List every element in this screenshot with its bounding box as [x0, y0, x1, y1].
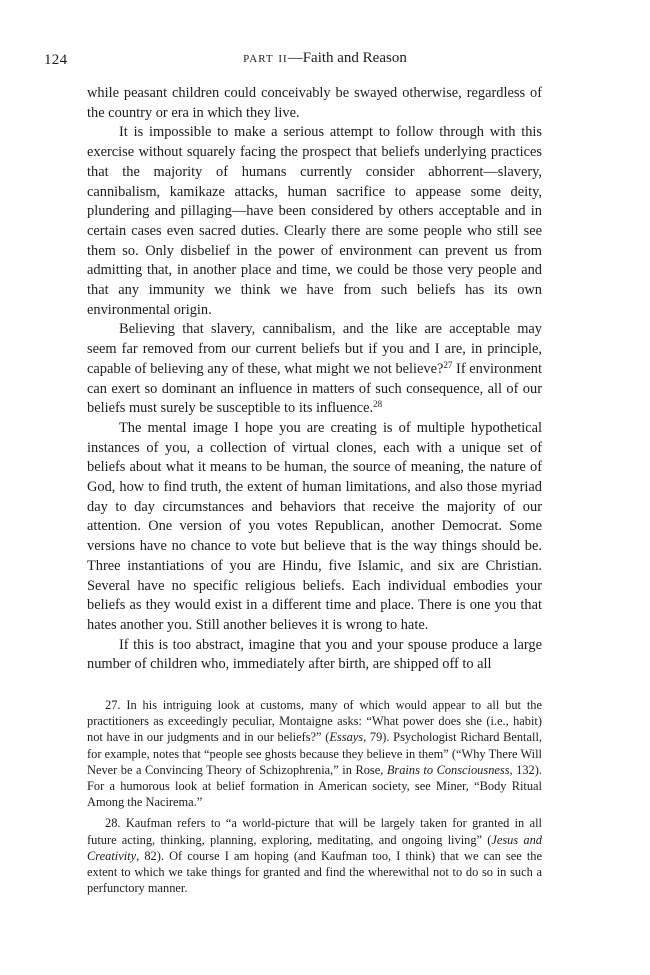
footnote-28-text-2: , 82). Of course I am hoping (and Kaufman too, I think) that we can see the extent to which we take things for granted and find the wherewithal not to do so in such a perfunctory manner. — [87, 848, 542, 896]
footnote-27-title-2: Brains to Consciousness — [386, 762, 510, 777]
footnote-27-text-1: 27. In his intriguing look at customs, many of which would appear to all but the practitioners as exceedingly peculiar, Montaigne asks: “What power does she (i.e., habit) not have in our judgments and in our beliefs?” ( — [87, 698, 542, 745]
footnote-28-title-1: Jesus and Creativity — [87, 832, 542, 863]
paragraph-2: It is impossible to make a serious attempt to follow through with this exercise without squarely facing the prospect that beliefs underlying practices that the majority of humans currently consider abhorrent—slavery, cannibalism, kamikaze attacks, human sacrifice to appease some deity, plundering and pillaging—have been considered by others acceptable and in certain cases even sacred duties. Clearly there are some people who still see them so. Only disbelief in the power of environment can prevent us from admitting that, in another place and time, we could be those very people and that any immunity we think we have from such beliefs has its own environmental origin. — [87, 124, 542, 318]
running-head — [0, 50, 650, 67]
paragraph-1: while peasant children could conceivably be swayed otherwise, regardless of the country or era in which they live. — [87, 85, 542, 121]
footnote-27-text-3: , 132). For a humorous look at belief formation in American society, see Miner, “Body Ritual Among the Nacirema.” — [87, 762, 542, 810]
footnote-27 — [87, 697, 542, 810]
paragraph-3-part-a: Believing that slavery, cannibalism, and the like are acceptable may seem far removed from our current beliefs but if you and I are, in principle, capable of believing any of these, what might we not believe? — [87, 321, 542, 377]
page-number: 124 — [44, 52, 68, 68]
paragraph-3-part-b: If environment can exert so dominant an influence in matters of such consequence, all of our beliefs must surely be susceptible to its influence. — [87, 360, 542, 417]
footnote-27-title-1: Essays — [329, 730, 364, 745]
footnote-27-text-2: , 79). Psychologist Richard Bentall, for example, notes that “people see ghosts because they believe in them” (“Why There Will Never be a Convincing Theory of Schizophrenia,” in Rose, — [87, 730, 542, 777]
footnotes — [87, 697, 542, 901]
part-title: —Faith and Reason — [287, 50, 407, 66]
part-label: part ii — [243, 50, 288, 66]
body-text — [87, 84, 542, 675]
footnote-28 — [87, 815, 542, 896]
paragraph-4: The mental image I hope you are creating is of multiple hypothetical instances of you, a collection of virtual clones, each with a unique set of beliefs about what it means to be human, the source of meaning, the nature of God, how to find truth, the extent of human limitations, and also those myriad day to day circumstances and behaviors that receive the majority of our attention. One version of you votes Republican, another Democrat. Some versions have no chance to vote but believe that is the way things should be. Three instantiations of you are Hindu, five Islamic, and six are Christian. Several have no specific religious beliefs. Each individual embodies your beliefs as they would exist in a different time and place. There is one you that hates another you. Still another believes it is wrong to hate. — [87, 419, 542, 633]
footnote-ref-28[interactable]: 28 — [373, 399, 383, 410]
paragraph-3 — [87, 320, 542, 419]
paragraph-5: If this is too abstract, imagine that you and your spouse produce a large number of children who, immediately after birth, are shipped off to all — [87, 636, 542, 673]
footnote-ref-27[interactable]: 27 — [443, 359, 453, 370]
footnote-28-text-1: 28. Kaufman refers to “a world-picture that will be largely taken for granted in all future acting, thinking, planning, exploring, meditating, and ongoing living” ( — [87, 816, 542, 847]
